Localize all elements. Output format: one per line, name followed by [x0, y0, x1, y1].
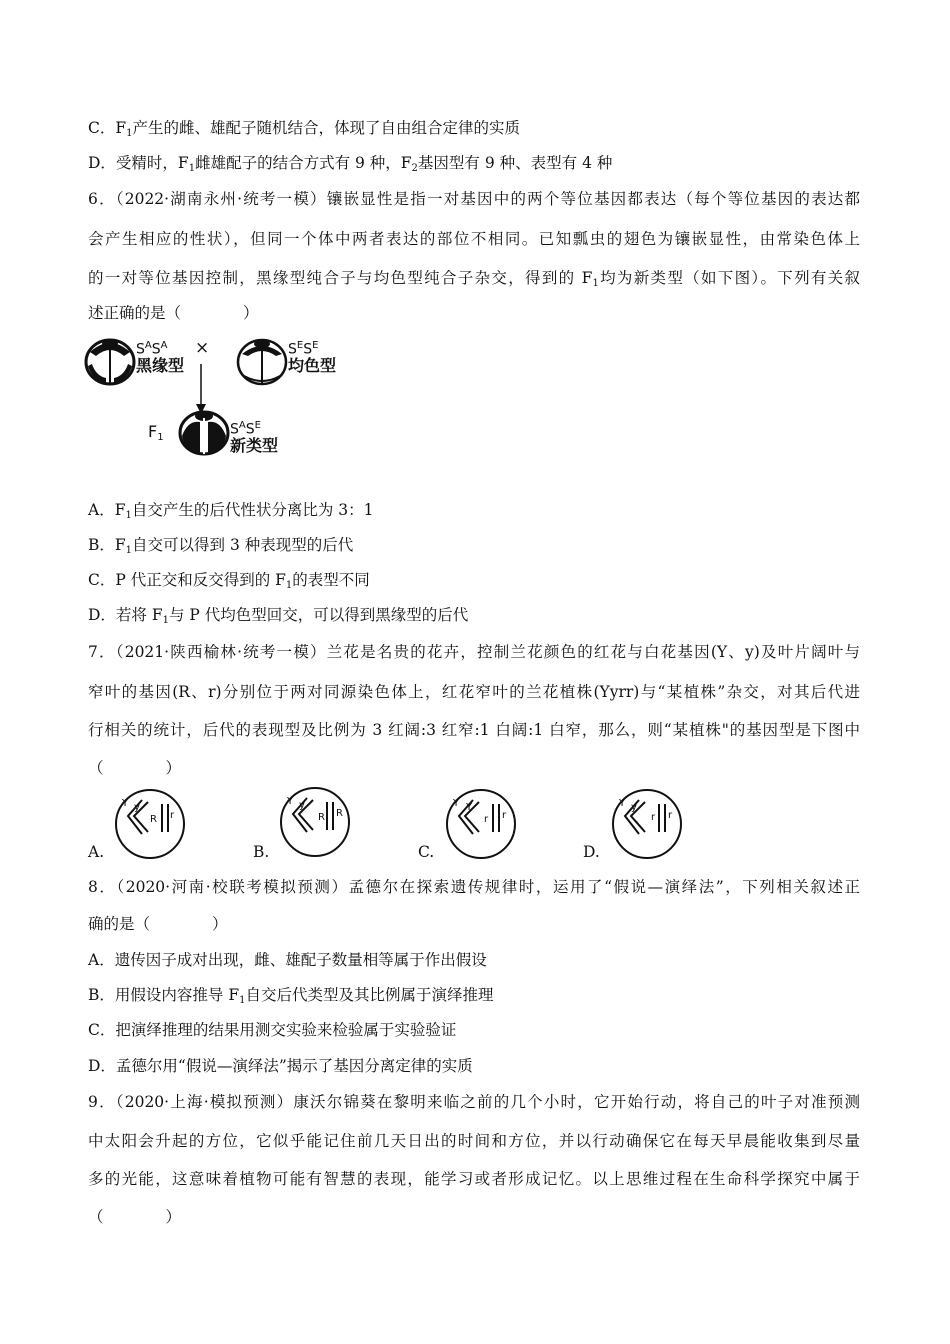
ladybug-black-edge-icon: [86, 340, 134, 384]
f1-genotype: $S^AS^E$: [230, 420, 261, 438]
cell-c-gene-3: r: [484, 814, 489, 825]
q8-option-c: C．把演绎推理的结果用测交实验来检验属于实验验证: [88, 1021, 457, 1039]
cell-b-gene-2: y: [299, 800, 305, 811]
q8-stem-line-1: 8．（2020·河南·校联考模拟预测）孟德尔在探索遗传规律时，运用了“假说—演绎法”，下列相关叙述正: [88, 878, 860, 896]
q9-stem-line-4: （ ）: [88, 1208, 182, 1226]
f1-phenotype-label: 新类型: [230, 436, 279, 455]
cell-c-gene-4: r: [502, 810, 507, 821]
cell-a-gene-1: Y: [122, 798, 129, 809]
q7-option-c-label: C.: [418, 843, 435, 861]
arrow-down-icon: [196, 364, 206, 414]
cell-a-gene-4: r: [170, 810, 175, 821]
p1-phenotype-label: 黑缘型: [136, 356, 185, 375]
cell-d-gene-3: r: [651, 812, 656, 823]
cell-d-gene-4: r: [668, 810, 673, 821]
q6-option-d: D．若将 $F_1$与 P 代均色型回交，可以得到黑缘型的后代: [88, 606, 469, 626]
cell-b-gene-4: R: [336, 808, 343, 819]
f1-label: $F_1$: [148, 422, 164, 443]
cell-c-gene-1: Y: [453, 798, 460, 809]
q7-option-a-label: A.: [88, 843, 105, 861]
q9-stem-line-3: 多的光能，这意味着植物可能有智慧的表现，能学习或者形成记忆。以上思维过程在生命科学探究中属于: [88, 1170, 860, 1188]
cross-symbol: ×: [195, 338, 210, 358]
p2-genotype: $S^ES^E$: [288, 340, 319, 358]
cell-d-gene-2: y: [631, 802, 637, 813]
q7-stem-line-1: 7．（2021·陕西榆林·统考一模）兰花是名贵的花卉，控制兰花颜色的红花与白花基因(Y、y)及叶片阔叶与: [88, 643, 860, 661]
q9-stem-line-1: 9．（2020·上海·模拟预测）康沃尔锦葵在黎明来临之前的几个小时，它开始行动，将自己的叶子对准预测: [88, 1093, 860, 1111]
q7-stem-line-4: （ ）: [88, 759, 182, 777]
q8-option-d: D．孟德尔用“假说—演绎法”揭示了基因分离定律的实质: [88, 1057, 473, 1075]
q6-stem-line-1: 6．（2022·湖南永州·统考一模）镶嵌显性是指一对基因中的两个等位基因都表达（每个等位基因的表达都: [88, 190, 860, 208]
cell-a-gene-3: R: [150, 814, 157, 825]
p1-genotype: $S^AS^A$: [136, 340, 168, 358]
p2-phenotype-label: 均色型: [288, 356, 337, 375]
cell-b-gene-3: R: [318, 812, 325, 823]
q5-option-d: D．受精时，$F_1$雌雄配子的结合方式有 9 种，$F_2$基因型有 9 种、表型有 4 种: [88, 154, 613, 174]
q7-option-b-label: B.: [253, 843, 270, 861]
q8-stem-line-2: 确的是（ ）: [88, 915, 228, 933]
ladybug-uniform-icon: [238, 340, 286, 384]
cell-a-gene-2: y: [134, 802, 140, 813]
q6-stem-line-2: 会产生相应的性状），但同一个体中两者表达的部位不相同。已知瓢虫的翅色为镶嵌显性，由常染色体上: [88, 230, 860, 248]
q7-stem-line-2: 窄叶的基因(R、r)分别位于两对同源染色体上，红花窄叶的兰花植株(Yyrr)与“某植株”杂交，对其后代进: [88, 683, 860, 701]
cell-b-gene-1: Y: [287, 796, 294, 807]
q5-option-c: C．$F_1$产生的雌、雄配子随机结合，体现了自由组合定律的实质: [88, 119, 521, 139]
q6-option-b: B．$F_1$自交可以得到 3 种表现型的后代: [88, 536, 354, 556]
cell-d-gene-1: Y: [619, 798, 626, 809]
q7-option-d-label: D.: [583, 843, 600, 861]
q9-stem-line-2: 中太阳会升起的方位，它似乎能记住前几天日出的时间和方位，并以行动确保它在每天早晨能收集到尽量: [88, 1132, 860, 1150]
ladybug-cross-diagram: [80, 332, 360, 467]
q7-stem-line-3: 行相关的统计，后代的表现型及比例为 3 红阔:3 红窄:1 白阔:1 白窄，那么，则“某植株"的基因型是下图中: [88, 721, 860, 739]
q8-option-b: B．用假设内容推导 $F_1$自交后代类型及其比例属于演绎推理: [88, 986, 494, 1006]
q6-stem-line-3: 的一对等位基因控制，黑缘型纯合子与均色型纯合子杂交，得到的 $F_1$均为新类型（如下图）。下列有关叙: [88, 269, 860, 289]
cell-c-gene-2: Y: [466, 802, 473, 813]
q6-option-a: A．$F_1$自交产生的后代性状分离比为 3：1: [88, 501, 374, 521]
q6-option-c: C．P 代正交和反交得到的 $F_1$的表型不同: [88, 571, 370, 591]
ladybug-new-type-icon: [180, 411, 228, 454]
q6-stem-line-4: 述正确的是（ ）: [88, 304, 259, 322]
q8-option-a: A．遗传因子成对出现，雌、雄配子数量相等属于作出假设: [88, 951, 487, 969]
